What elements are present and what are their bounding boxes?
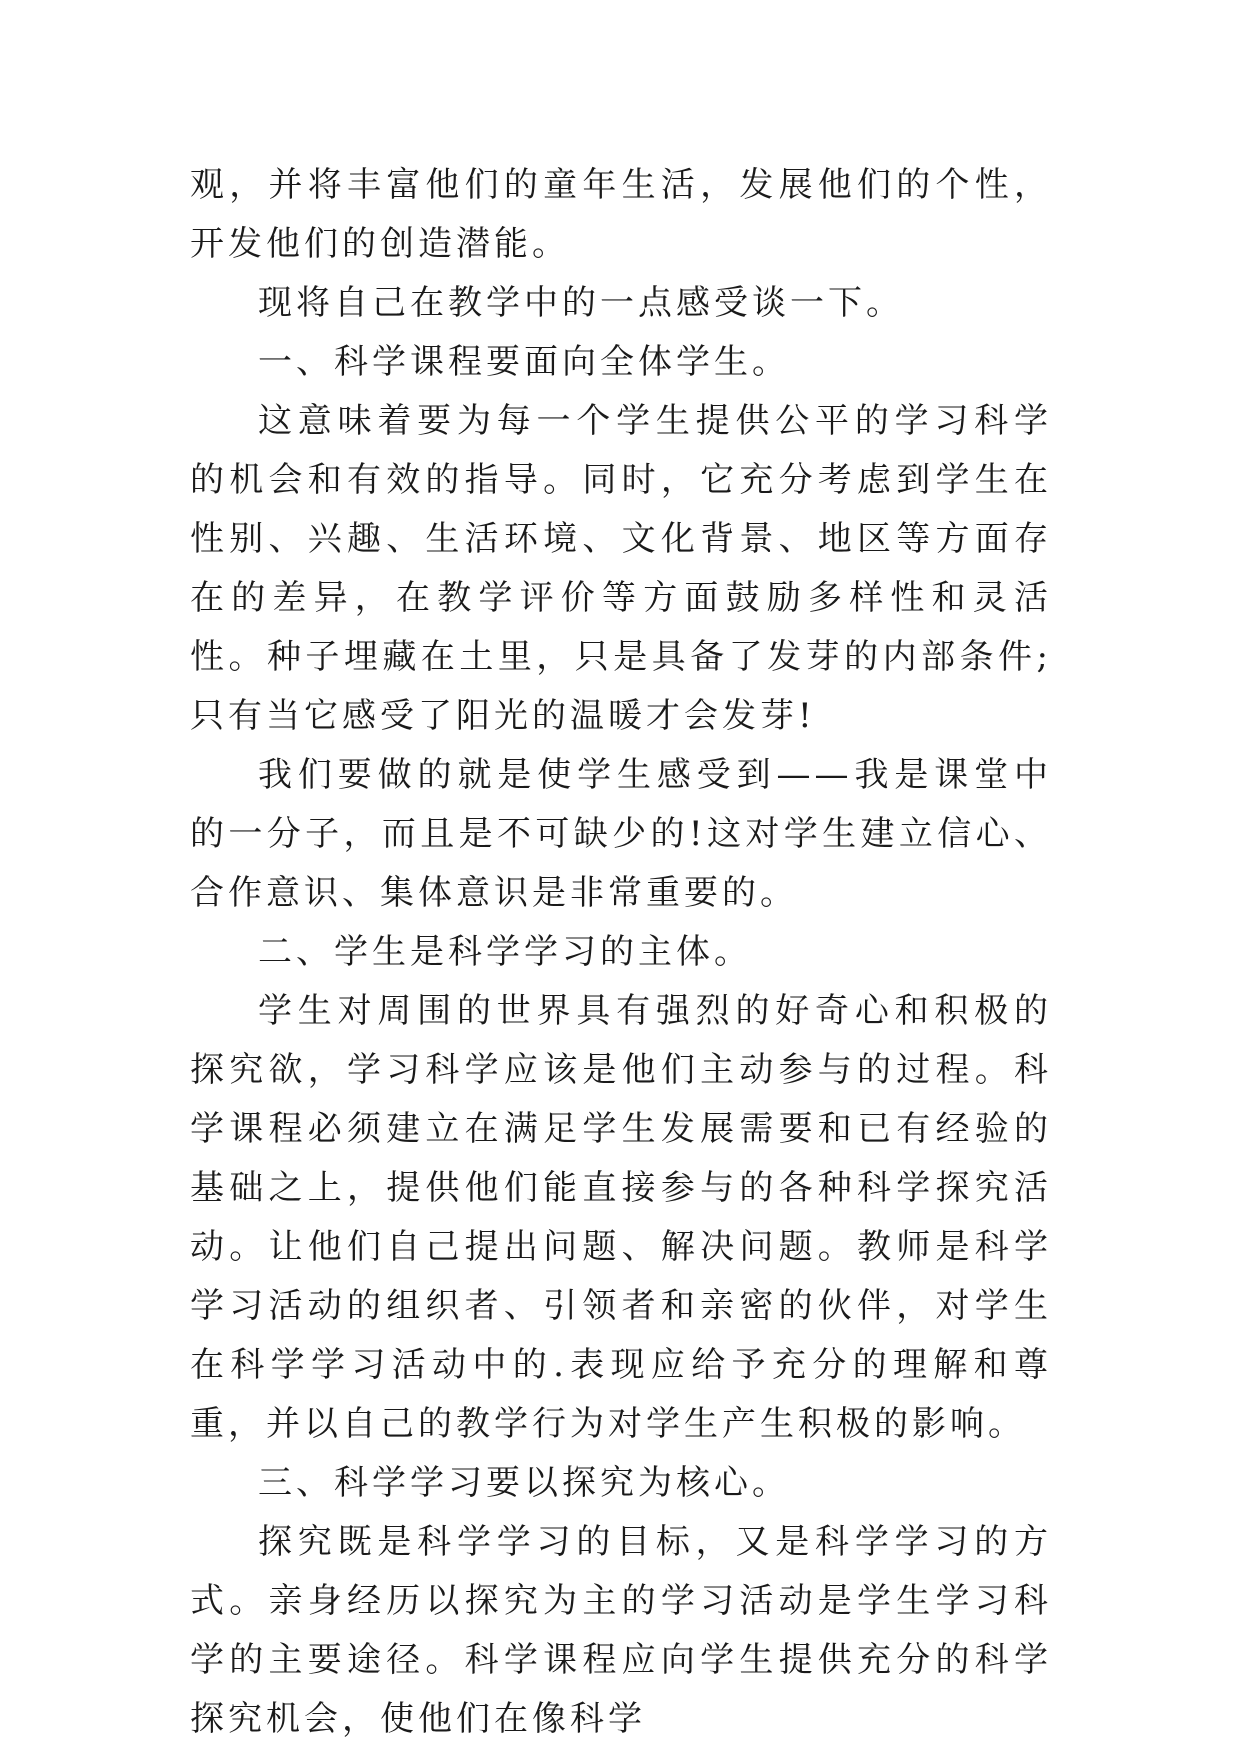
paragraph-section-1-note: 我们要做的就是使学生感受到——我是课堂中的一分子，而且是不可缺少的!这对学生建立信心、合作意识、集体意识是非常重要的。 (190, 755, 1052, 913)
section-heading-2: 二、学生是科学学习的主体。 (258, 932, 752, 972)
section-heading-3: 三、科学学习要以探究为核心。 (258, 1463, 790, 1503)
paragraph-continuation: 观，并将丰富他们的童年生活，发展他们的个性，开发他们的创造潜能。 (190, 165, 1052, 264)
paragraph-section-2-body: 学生对周围的世界具有强烈的好奇心和积极的探究欲，学习科学应该是他们主动参与的过程。科学课程必须建立在满足学生发展需要和已有经验的基础之上，提供他们能直接参与的各种科学探究活动。让他们自己提出问题、解决问题。教师是科学学习活动的组织者、引领者和亲密的伙伴，对学生在科学学习活动中的.表现应给予充分的理解和尊重，并以自己的教学行为对学生产生积极的影响。 (190, 991, 1052, 1444)
paragraph-section-1-body: 这意味着要为每一个学生提供公平的学习科学的机会和有效的指导。同时，它充分考虑到学生在性别、兴趣、生活环境、文化背景、地区等方面存在的差异，在教学评价等方面鼓励多样性和灵活性。种子埋藏在土里，只是具备了发芽的内部条件;只有当它感受了阳光的温暖才会发芽! (190, 401, 1052, 736)
paragraph-section-3-body: 探究既是科学学习的目标，又是科学学习的方式。亲身经历以探究为主的学习活动是学生学习科学的主要途径。科学课程应向学生提供充分的科学探究机会，使他们在像科学 (190, 1522, 1052, 1739)
paragraph-intro: 现将自己在教学中的一点感受谈一下。 (258, 283, 904, 323)
section-heading-1: 一、科学课程要面向全体学生。 (258, 342, 790, 382)
document-body (190, 156, 1052, 1749)
